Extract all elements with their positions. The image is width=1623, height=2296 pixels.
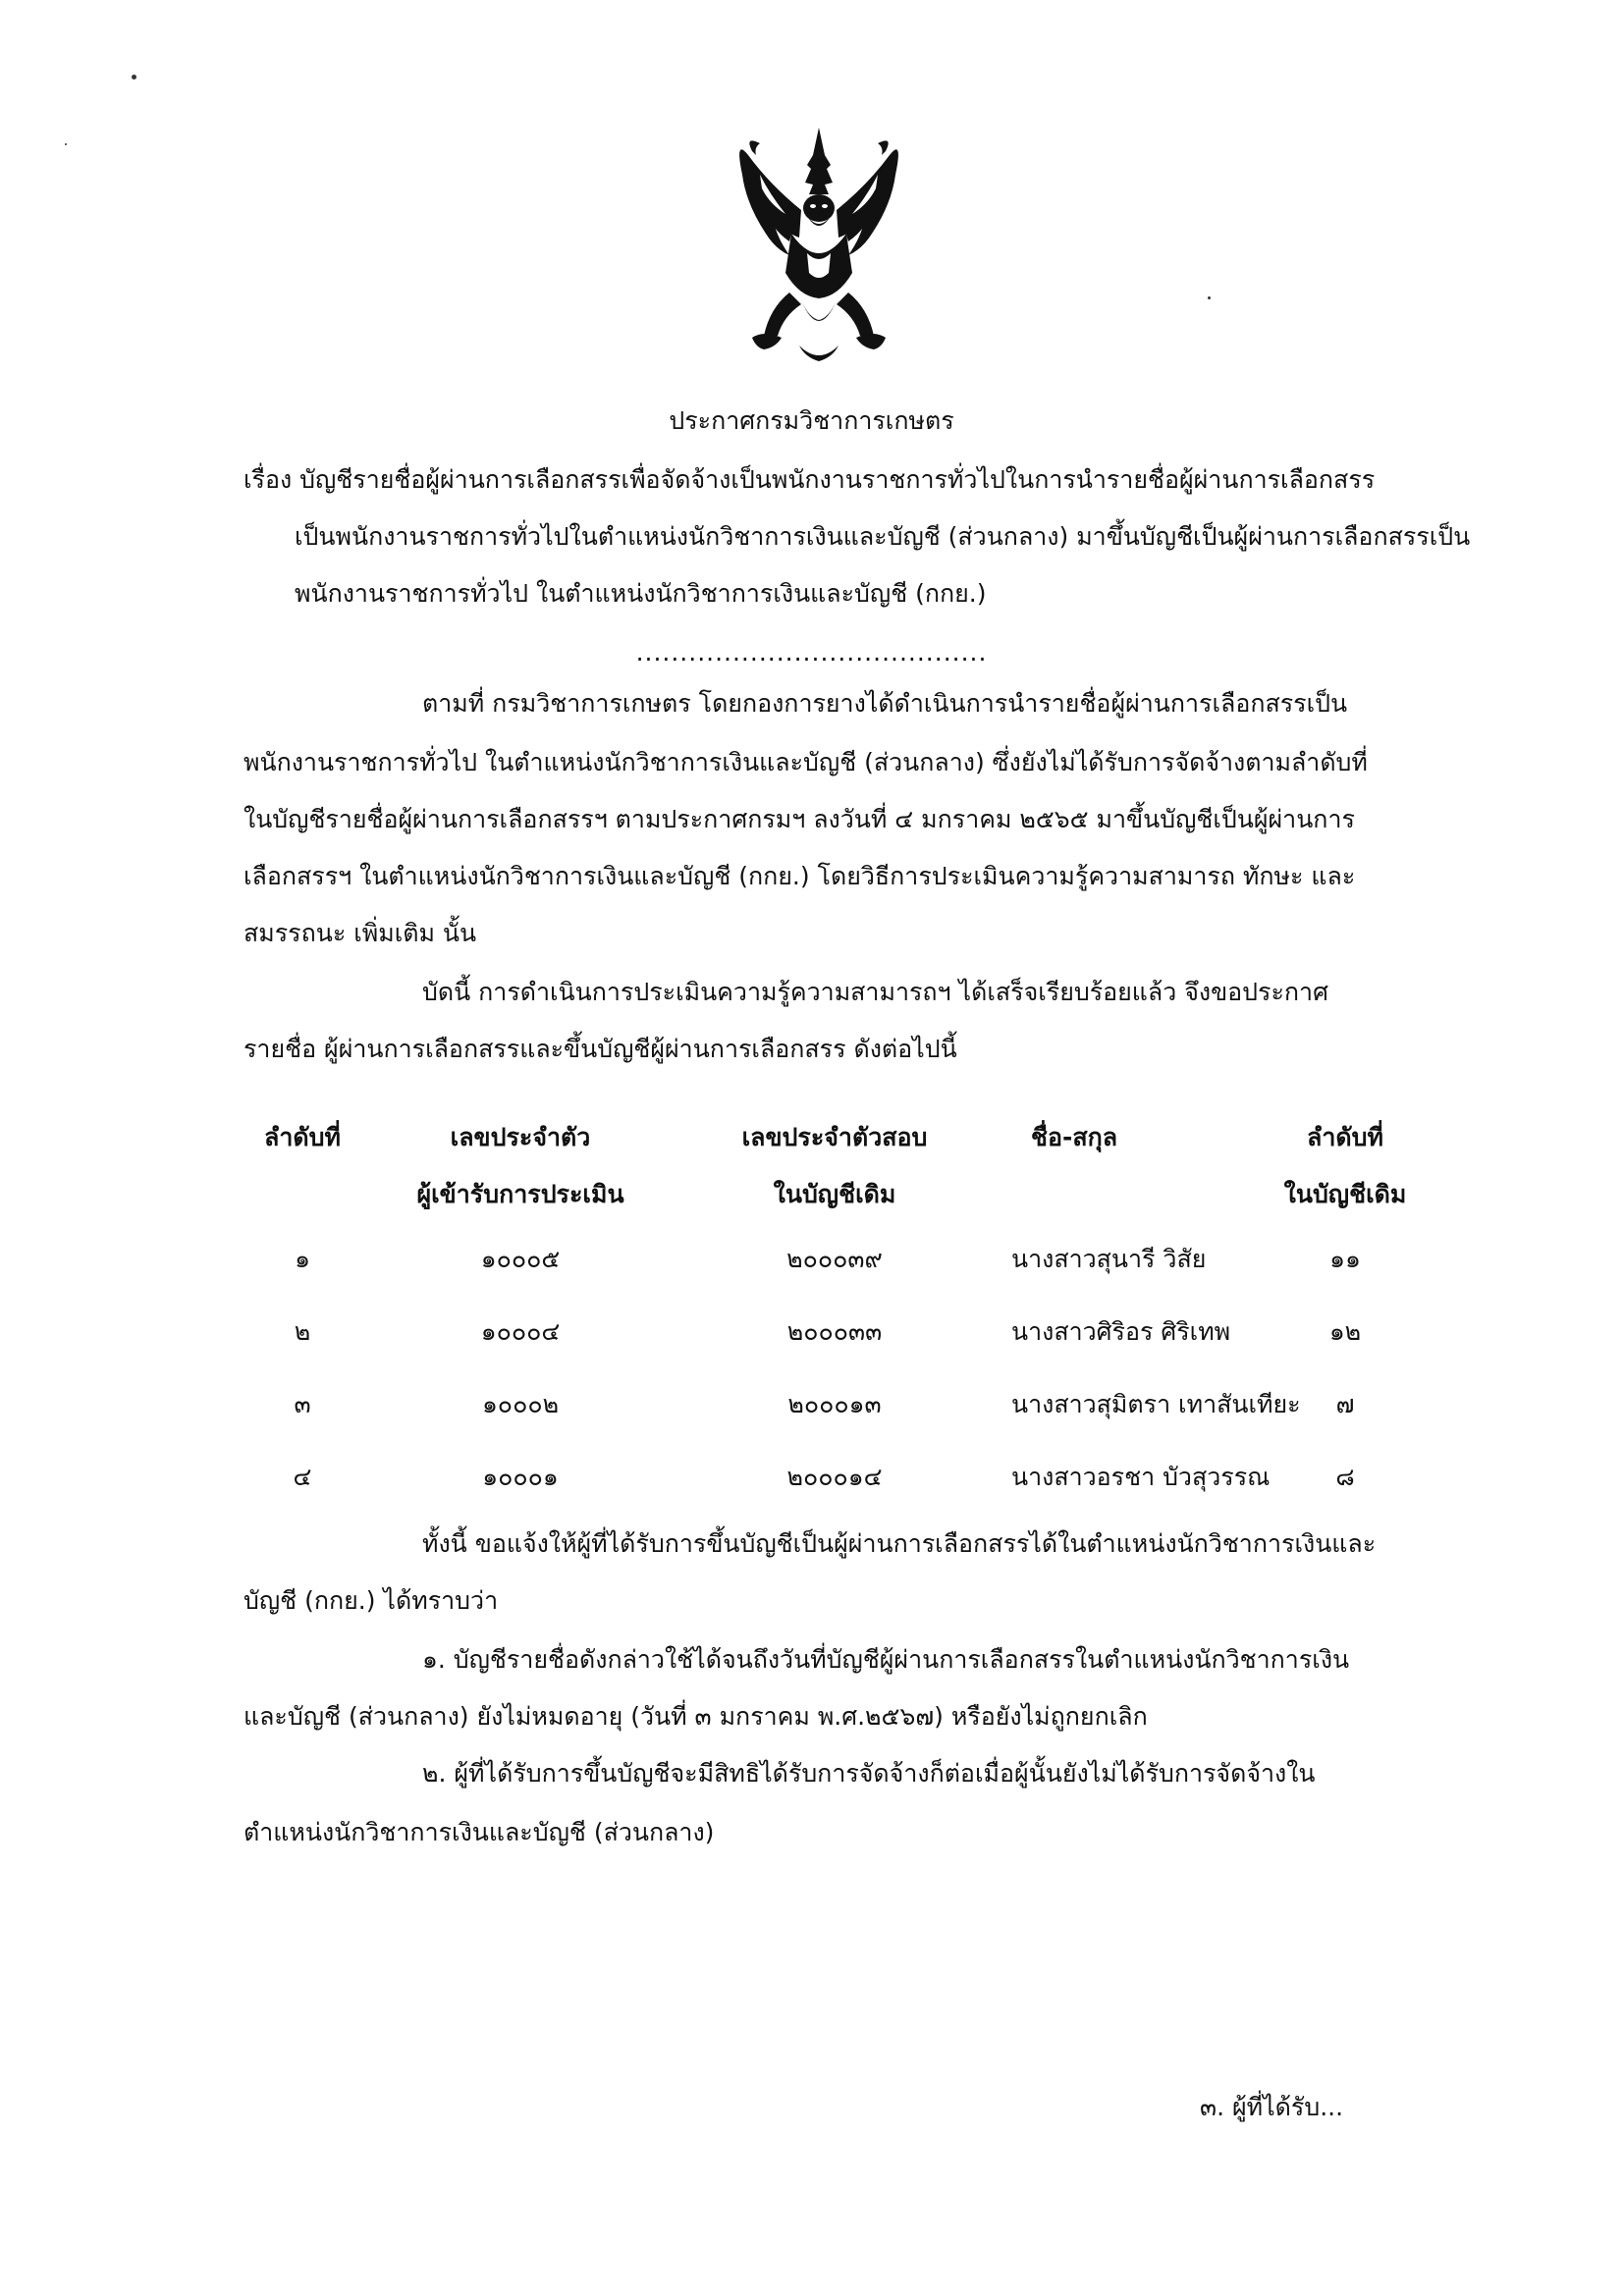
table-cell-old-rank: ๑๒ bbox=[1328, 1317, 1362, 1346]
header-assessee-id: ผู้เข้ารับการประเมิน bbox=[416, 1180, 624, 1208]
table-cell-assessee-id: ๑๐๐๐๔ bbox=[480, 1317, 561, 1346]
table-cell-old-rank: ๗ bbox=[1335, 1390, 1355, 1418]
separator-dots: ........................................ bbox=[635, 638, 988, 667]
header-seq: ลำดับที่ bbox=[264, 1123, 341, 1151]
header-old-rank: ในบัญชีเดิม bbox=[1283, 1180, 1407, 1208]
body-text: ตามที่ กรมวิชาการเกษตร โดยกองการยางได้ดำเนินการนำรายชื่อผู้ผ่านการเลือกสรรเป็น bbox=[422, 689, 1348, 718]
body-text: เลือกสรรฯ ในตำแหน่งนักวิชาการเงินและบัญชี (กกย.) โดยวิธีการประเมินความรู้ความสามารถ ทักษะ และ bbox=[243, 862, 1356, 890]
body-text: พนักงานราชการทั่วไป ในตำแหน่งนักวิชาการเงินและบัญชี (ส่วนกลาง) ซึ่งยังไม่ได้รับการจัดจ้างตามลำดับที่ bbox=[243, 748, 1368, 776]
table-cell-exam-id: ๒๐๐๐๓๙ bbox=[786, 1245, 883, 1273]
table-cell-name: นางสาวศิริอร ศิริเทพ bbox=[1011, 1317, 1231, 1346]
header-assessee-id: เลขประจำตัว bbox=[450, 1123, 591, 1151]
body-text: ทั้งนี้ ขอแจ้งให้ผู้ที่ได้รับการขึ้นบัญชีเป็นผู้ผ่านการเลือกสรรได้ในตำแหน่งนักวิชาการเงินและ bbox=[422, 1529, 1377, 1558]
table-cell-assessee-id: ๑๐๐๐๑ bbox=[482, 1463, 559, 1491]
table-cell-seq: ๑ bbox=[295, 1245, 310, 1273]
subject-line: เป็นพนักงานราชการทั่วไปในตำแหน่งนักวิชาการเงินและบัญชี (ส่วนกลาง) มาขึ้นบัญชีเป็นผู้ผ่านการเลือกสรรเป็น bbox=[295, 522, 1471, 551]
header-exam-id: ในบัญชีเดิม bbox=[773, 1180, 896, 1208]
list-item: ตำแหน่งนักวิชาการเงินและบัญชี (ส่วนกลาง) bbox=[243, 1818, 715, 1846]
table-cell-assessee-id: ๑๐๐๐๕ bbox=[480, 1245, 561, 1273]
list-item: และบัญชี (ส่วนกลาง) ยังไม่หมดอายุ (วันที่ ๓ มกราคม พ.ศ.๒๕๖๗) หรือยังไม่ถูกยกเลิก bbox=[243, 1702, 1148, 1731]
announcement-title: ประกาศกรมวิชาการเกษตร bbox=[669, 406, 954, 435]
body-text: ในบัญชีรายชื่อผู้ผ่านการเลือกสรรฯ ตามประกาศกรมฯ ลงวันที่ ๔ มกราคม ๒๕๖๕ มาขึ้นบัญชีเป็นผู้ผ่านการ bbox=[243, 805, 1355, 833]
table-cell-exam-id: ๒๐๐๐๓๓ bbox=[786, 1317, 883, 1346]
garuda-emblem bbox=[730, 126, 907, 381]
table-cell-seq: ๔ bbox=[293, 1463, 312, 1491]
table-cell-old-rank: ๑๑ bbox=[1329, 1245, 1361, 1273]
body-text: สมรรถนะ เพิ่มเติม นั้น bbox=[243, 919, 477, 947]
table-cell-old-rank: ๘ bbox=[1335, 1463, 1355, 1491]
table-cell-exam-id: ๒๐๐๐๑๔ bbox=[786, 1463, 883, 1491]
header-exam-id: เลขประจำตัวสอบ bbox=[741, 1123, 928, 1151]
table-cell-name: นางสาวอรชา บัวสุวรรณ bbox=[1011, 1463, 1271, 1491]
table-cell-seq: ๒ bbox=[294, 1317, 311, 1346]
subject-line: พนักงานราชการทั่วไป ในตำแหน่งนักวิชาการเงินและบัญชี (กกย.) bbox=[295, 579, 987, 608]
body-text: บัดนี้ การดำเนินการประเมินความรู้ความสามารถฯ ได้เสร็จเรียบร้อยแล้ว จึงขอประกาศ bbox=[422, 978, 1328, 1006]
header-old-rank: ลำดับที่ bbox=[1307, 1123, 1383, 1151]
subject-line: เรื่อง บัญชีรายชื่อผู้ผ่านการเลือกสรรเพื่อจัดจ้างเป็นพนักงานราชการทั่วไปในการนำรายชื่อผู้ผ่านการเลือกสรร bbox=[243, 465, 1376, 494]
table-cell-seq: ๓ bbox=[294, 1390, 311, 1418]
body-text: รายชื่อ ผู้ผ่านการเลือกสรรและขึ้นบัญชีผู้ผ่านการเลือกสรร ดังต่อไปนี้ bbox=[243, 1035, 957, 1063]
continuation-note: ๓. ผู้ที่ได้รับ... bbox=[1200, 2093, 1344, 2121]
list-item: ๑. บัญชีรายชื่อดังกล่าวใช้ได้จนถึงวันที่บัญชีผู้ผ่านการเลือกสรรในตำแหน่งนักวิชาการเงิน bbox=[422, 1645, 1350, 1674]
scan-speck bbox=[65, 143, 67, 145]
table-cell-name: นางสาวสุนารี วิสัย bbox=[1011, 1245, 1207, 1273]
table-cell-exam-id: ๒๐๐๐๑๓ bbox=[787, 1390, 882, 1418]
scan-speck bbox=[132, 75, 136, 80]
scan-speck bbox=[1208, 296, 1211, 299]
table-cell-assessee-id: ๑๐๐๐๒ bbox=[481, 1390, 560, 1418]
table-cell-name: นางสาวสุมิตรา เทาสันเทียะ bbox=[1011, 1390, 1301, 1418]
list-item: ๒. ผู้ที่ได้รับการขึ้นบัญชีจะมีสิทธิได้รับการจัดจ้างก็ต่อเมื่อผู้นั้นยังไม่ได้รับการจัดจ้างใน bbox=[422, 1759, 1316, 1788]
body-text: บัญชี (กกย.) ได้ทราบว่า bbox=[243, 1586, 499, 1615]
header-name: ชื่อ-สกุล bbox=[1031, 1123, 1118, 1151]
